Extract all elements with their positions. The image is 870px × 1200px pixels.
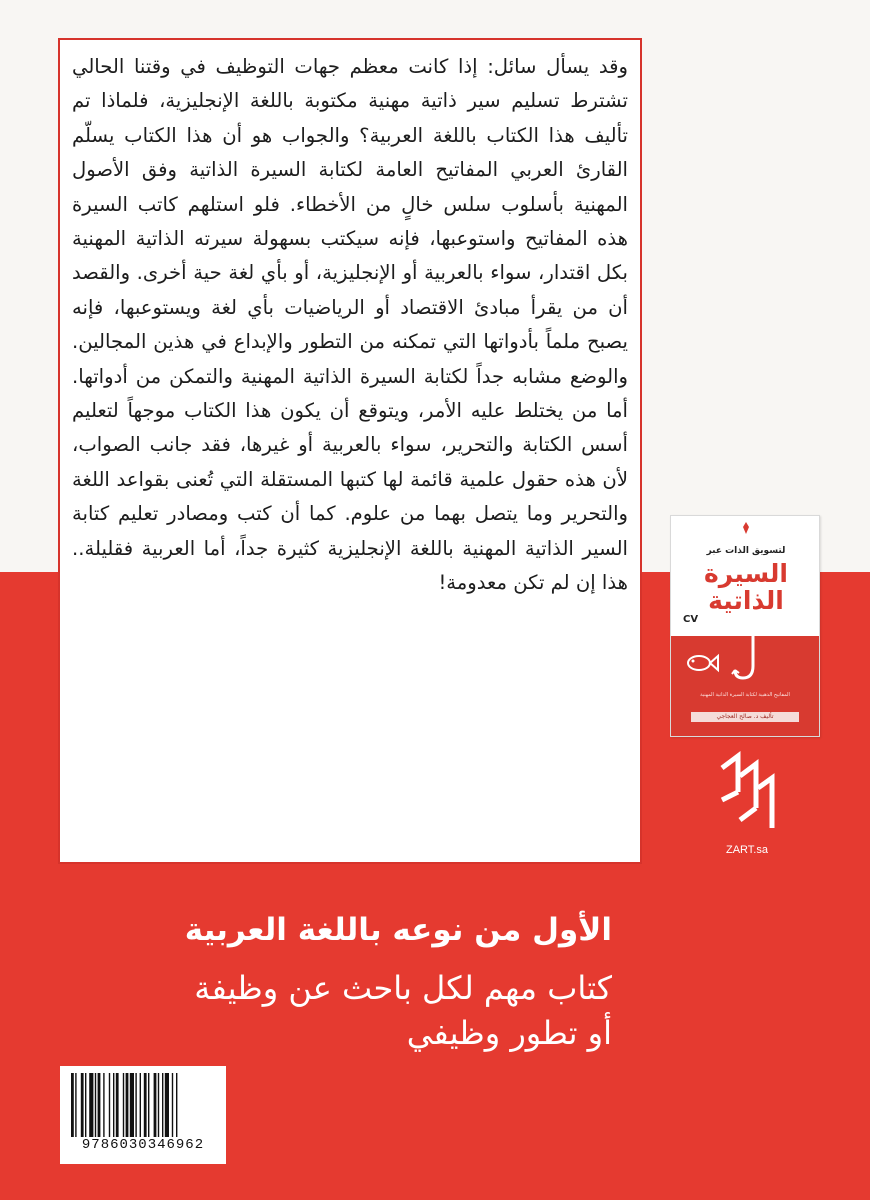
thumbnail-title-line1: السيرة [704, 559, 788, 588]
description-text: وقد يسأل سائل: إذا كانت معظم جهات التوظيف في وقتنا الحالي تشترط تسليم سير ذاتية مهنية مكتوبة باللغة الإنجليزية، فلماذا تم تأليف هذا الكتاب باللغة العربية؟ والجواب هو أن هذا الكتاب يسلّم القارئ العربي المفاتيح العامة لكتابة السيرة الذاتية وفق الأصول المهنية بأسلوب سلس خالٍ من الأخطاء. فلو استلهم كاتب السيرة هذه المفاتيح واستوعبها، فإنه سيكتب بسهولة سيرته الذاتية المهنية بكل اقتدار، سواء بالعربية أو الإنجليزية، أو بأي لغة حية أخرى. والقصد أن من يقرأ مبادئ الاقتصاد أو الرياضيات بأي لغة ويستوعبها، فإنه يصبح ملماً بأدواتها التي تمكنه من التطور والإبداع في هذين المجالين. والوضع مشابه جداً لكتابة السيرة الذاتية المهنية والتمكن من أدواتها. أما من يختلط عليه الأمر، ويتوقع أن يكون هذا الكتاب موجهاً لتعليم أسس الكتابة والتحرير، سواء بالعربية أو غيرها، فقد جانب الصواب، لأن هذه حقول علمية قائمة لها كتبها المستقلة التي تُعنى بقواعد اللغة والتحرير وما يتصل بهما من علوم. كما أن كتب ومصادر تعليم كتابة السير الذاتية المهنية باللغة الإنجليزية كثيرة جداً، أما العربية فقليلة.. هذا إن لم تكن معدومة! [72, 55, 628, 595]
barcode-bar [98, 1073, 101, 1137]
barcode-bar [85, 1073, 86, 1137]
barcode-bar [172, 1073, 173, 1137]
barcode-bar [130, 1073, 134, 1137]
barcode-number: 9786030346962 [81, 1137, 205, 1153]
barcode-bar [116, 1073, 119, 1137]
barcode-bar [113, 1073, 114, 1137]
barcode-bar [158, 1073, 159, 1137]
barcode-bar [123, 1073, 124, 1137]
publisher-name: ZART.sa [726, 844, 768, 856]
thumbnail-cv-label: CV [683, 614, 699, 625]
barcode-bar [109, 1073, 110, 1137]
barcode-bar [126, 1073, 129, 1137]
barcode-bar [154, 1073, 157, 1137]
barcode-bar [165, 1073, 169, 1137]
barcode [60, 1066, 226, 1164]
barcode-bar [103, 1073, 104, 1137]
tagline-line1: كتاب مهم لكل باحث عن وظيفة [194, 969, 612, 1007]
publisher-logo-icon [716, 748, 778, 836]
barcode-bar [89, 1073, 93, 1137]
thumbnail-author: تأليف د. صالح العجاجي [691, 712, 799, 722]
barcode-bar [144, 1073, 147, 1137]
barcode-bars [69, 1073, 217, 1137]
barcode-bar [162, 1073, 163, 1137]
tagline [52, 966, 612, 1056]
barcode-bar [81, 1073, 84, 1137]
barcode-bar [148, 1073, 149, 1137]
headline: الأول من نوعه باللغة العربية [184, 912, 612, 948]
thumbnail-logo-icon [739, 522, 753, 534]
fish-icon [685, 652, 719, 674]
thumbnail-title-line2: الذاتية [708, 586, 784, 615]
barcode-bar [176, 1073, 177, 1137]
barcode-bar [71, 1073, 74, 1137]
thumbnail-title [679, 560, 813, 614]
thumbnail-subtitle: لتسويق الذات عبر [706, 546, 786, 556]
barcode-bar [75, 1073, 76, 1137]
thumbnail-tagline: المفاتيح الذهبية لكتابة السيرة الذاتية المهنية [700, 692, 790, 698]
front-cover-thumbnail [670, 515, 820, 737]
fishing-hook-icon [731, 626, 771, 686]
tagline-line2: أو تطور وظيفي [406, 1014, 612, 1052]
barcode-bar [140, 1073, 141, 1137]
barcode-bar [135, 1073, 136, 1137]
barcode-bar [95, 1073, 96, 1137]
